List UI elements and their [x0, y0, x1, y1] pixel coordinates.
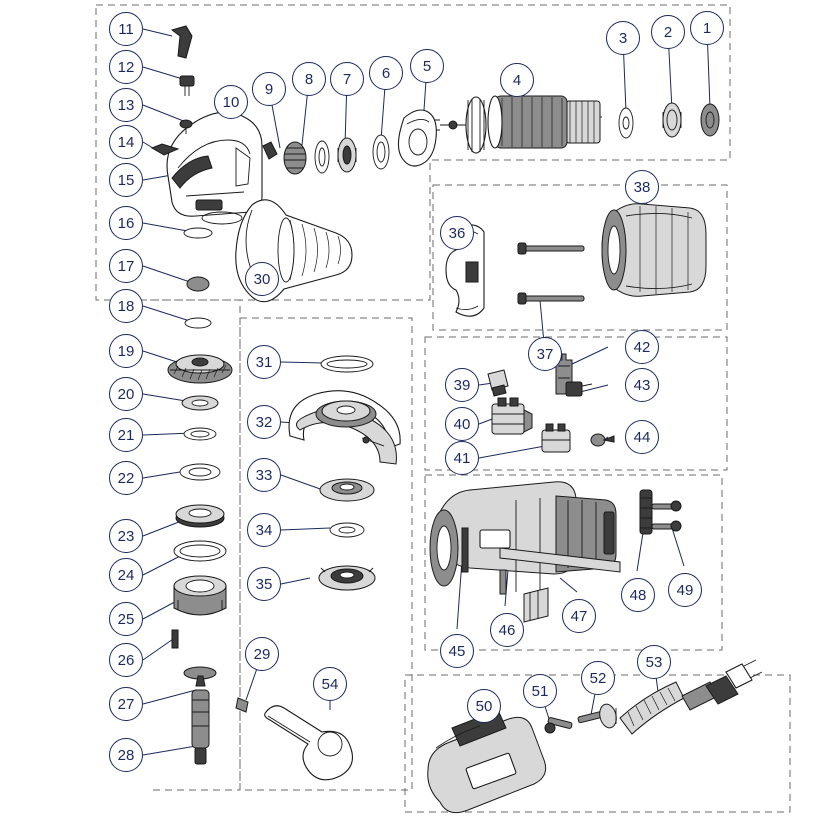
callout-23[interactable]: 23 — [109, 519, 143, 553]
callout-52[interactable]: 52 — [581, 661, 615, 695]
spring-48 — [640, 490, 652, 534]
callout-21[interactable]: 21 — [109, 418, 143, 452]
motor-housing-45 — [430, 482, 616, 592]
field-case-50 — [428, 710, 546, 813]
callout-17[interactable]: 17 — [109, 249, 143, 283]
callout-30[interactable]: 30 — [245, 262, 279, 296]
screw-46 — [500, 570, 506, 594]
screw-13 — [180, 120, 192, 128]
bearing-7 — [338, 138, 356, 172]
callout-40[interactable]: 40 — [445, 407, 479, 441]
callout-34[interactable]: 34 — [247, 513, 281, 547]
callout-18[interactable]: 18 — [109, 289, 143, 323]
wrench-54 — [265, 706, 353, 780]
callout-3[interactable]: 3 — [606, 21, 640, 55]
callout-49[interactable]: 49 — [668, 573, 702, 607]
callout-47[interactable]: 47 — [562, 599, 596, 633]
callout-36[interactable]: 36 — [440, 216, 474, 250]
callout-22[interactable]: 22 — [109, 461, 143, 495]
callout-35[interactable]: 35 — [247, 567, 281, 601]
screw-26 — [172, 630, 178, 648]
pin-29 — [236, 698, 248, 712]
callout-20[interactable]: 20 — [109, 377, 143, 411]
callout-19[interactable]: 19 — [109, 334, 143, 368]
callout-27[interactable]: 27 — [109, 687, 143, 721]
wheel-guard-32 — [289, 391, 400, 464]
brush-holder-39 — [488, 370, 508, 396]
callout-41[interactable]: 41 — [445, 441, 479, 475]
callout-53[interactable]: 53 — [637, 645, 671, 679]
callout-48[interactable]: 48 — [621, 578, 655, 612]
o-ring-24 — [174, 541, 226, 561]
callout-29[interactable]: 29 — [245, 637, 279, 671]
callout-43[interactable]: 43 — [625, 368, 659, 402]
callout-25[interactable]: 25 — [109, 602, 143, 636]
callout-44[interactable]: 44 — [625, 420, 659, 454]
spindle-28 — [192, 676, 209, 764]
callout-11[interactable]: 11 — [109, 12, 143, 46]
callout-31[interactable]: 31 — [247, 345, 281, 379]
plate-47 — [524, 588, 548, 622]
ring-6 — [373, 135, 389, 169]
ring-31 — [321, 356, 373, 372]
screw-44 — [591, 434, 614, 446]
callout-7[interactable]: 7 — [330, 62, 364, 96]
callout-45[interactable]: 45 — [440, 634, 474, 668]
callout-2[interactable]: 2 — [651, 15, 685, 49]
bevel-gear-19 — [168, 355, 232, 383]
key-10 — [263, 142, 277, 159]
callout-26[interactable]: 26 — [109, 643, 143, 677]
callout-33[interactable]: 33 — [247, 458, 281, 492]
washer-8 — [315, 141, 329, 173]
washer-16 — [184, 228, 212, 238]
callout-37[interactable]: 37 — [528, 337, 562, 371]
callout-42[interactable]: 42 — [625, 330, 659, 364]
callout-28[interactable]: 28 — [109, 738, 143, 772]
bearing-plate-5 — [398, 110, 436, 166]
callout-51[interactable]: 51 — [523, 674, 557, 708]
callout-12[interactable]: 12 — [109, 50, 143, 84]
callout-38[interactable]: 38 — [625, 170, 659, 204]
callout-46[interactable]: 46 — [490, 613, 524, 647]
left-part-stack — [168, 228, 232, 764]
callout-13[interactable]: 13 — [109, 88, 143, 122]
callout-4[interactable]: 4 — [500, 63, 534, 97]
callout-54[interactable]: 54 — [313, 667, 347, 701]
callout-15[interactable]: 15 — [109, 163, 143, 197]
callout-16[interactable]: 16 — [109, 206, 143, 240]
brush-43 — [566, 382, 592, 396]
callout-32[interactable]: 32 — [247, 405, 281, 439]
washer-18 — [185, 318, 211, 328]
screws-37 — [518, 243, 584, 304]
callout-14[interactable]: 14 — [109, 125, 143, 159]
callout-1[interactable]: 1 — [690, 11, 724, 45]
motor-housing-15 — [167, 112, 262, 224]
lever-11 — [172, 26, 192, 58]
callout-5[interactable]: 5 — [410, 49, 444, 83]
callout-8[interactable]: 8 — [292, 62, 326, 96]
switch-40 — [492, 398, 532, 434]
bearing-23 — [176, 505, 224, 527]
armature-assembly — [420, 96, 719, 153]
nut-17 — [187, 277, 209, 291]
callout-50[interactable]: 50 — [467, 689, 501, 723]
group-boundary-30-35 — [240, 318, 412, 790]
callout-24[interactable]: 24 — [109, 558, 143, 592]
washer-34 — [330, 523, 364, 537]
stator-38 — [602, 204, 706, 297]
nut-12 — [180, 76, 194, 86]
screw-51 — [545, 717, 572, 733]
callout-10[interactable]: 10 — [214, 85, 248, 119]
flange-33 — [320, 479, 374, 501]
switch-41 — [542, 424, 570, 452]
lock-nut-35 — [319, 566, 375, 590]
cord-guard-52 — [578, 702, 619, 729]
callout-9[interactable]: 9 — [252, 72, 286, 106]
callout-39[interactable]: 39 — [445, 368, 479, 402]
flange-25 — [174, 576, 226, 615]
screws-49 — [652, 501, 681, 531]
callout-6[interactable]: 6 — [369, 56, 403, 90]
pinion-9 — [284, 142, 306, 174]
